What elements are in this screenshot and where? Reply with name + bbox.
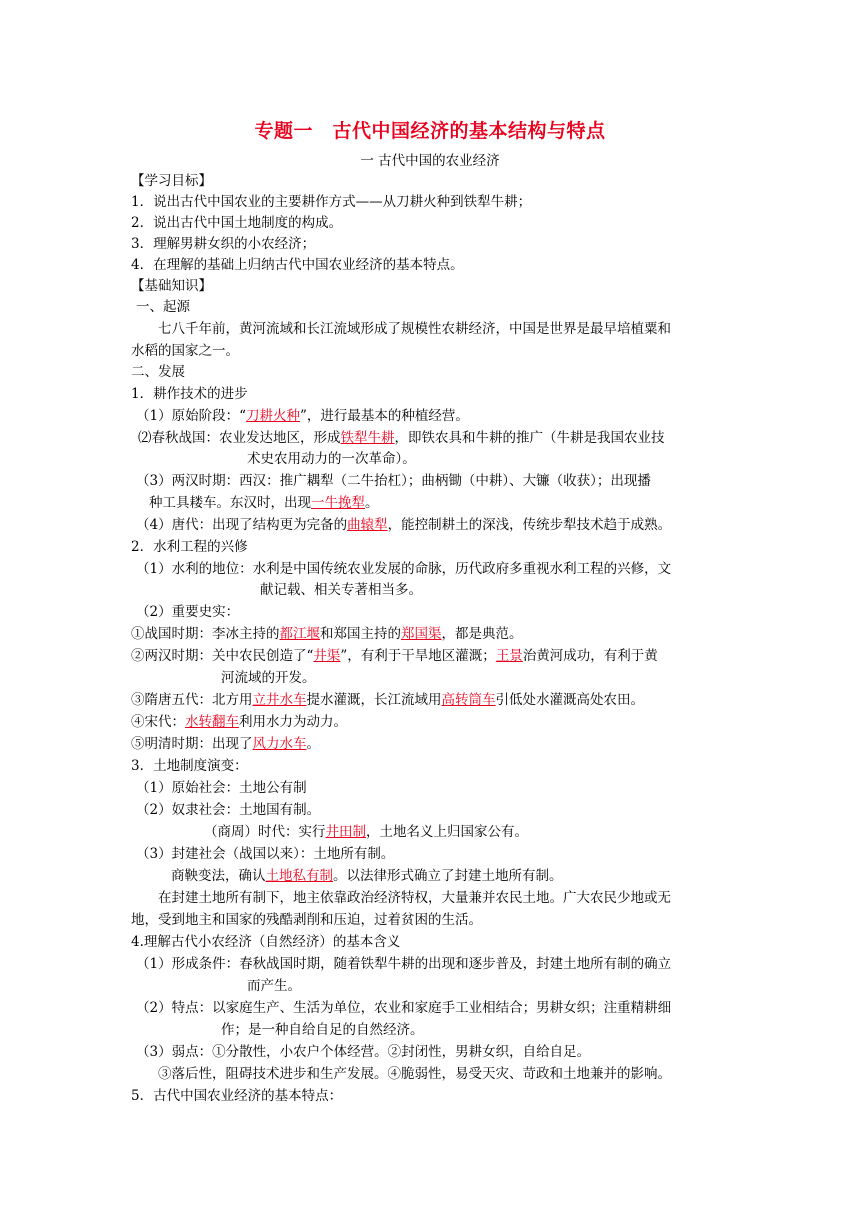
text-segment: （4）唐代：出现了结构更为完备的 bbox=[136, 517, 348, 533]
text-segment: 水稻的国家之一。 bbox=[131, 343, 239, 359]
text-segment: 而产生。 bbox=[247, 978, 301, 994]
text-line bbox=[131, 646, 658, 666]
text-line bbox=[260, 580, 422, 600]
key-term: 郑国渠 bbox=[401, 626, 442, 642]
text-segment: ⑤明清时期：出现了 bbox=[131, 736, 253, 752]
text-segment: ⑵春秋战国：农业发达地区，形成 bbox=[138, 430, 341, 446]
text-line bbox=[136, 1042, 590, 1062]
text-segment: 在封建土地所有制下，地主依靠政治经济特权，大量兼并农民土地。广大农民少地或无 bbox=[158, 890, 671, 906]
text-line bbox=[221, 1020, 424, 1040]
text-line bbox=[131, 932, 400, 952]
text-line bbox=[131, 341, 239, 361]
text-segment: ③隋唐五代：北方用 bbox=[131, 692, 253, 708]
text-line bbox=[204, 822, 528, 842]
text-segment: （1）形成条件：春秋战国时期，随着铁犁牛耕的出现和逐步普及，封建土地所有制的确立 bbox=[136, 956, 672, 972]
text-line bbox=[136, 778, 307, 798]
text-segment: 。 bbox=[306, 736, 320, 752]
text-segment: ②两汉时期：关中农民创造了“ bbox=[131, 648, 314, 664]
text-line bbox=[131, 1086, 342, 1106]
text-segment: （1）原始社会：土地公有制 bbox=[136, 780, 307, 796]
text-segment: （2）奴隶社会：土地国有制。 bbox=[136, 802, 321, 818]
text-segment: 商鞅变法，确认 bbox=[171, 868, 266, 884]
key-term: 王景 bbox=[495, 648, 523, 664]
text-segment: （2）重要史实： bbox=[136, 604, 240, 620]
key-term: 高转筒车 bbox=[441, 692, 496, 708]
text-line bbox=[131, 756, 248, 776]
text-segment: （3）两汉时期：西汉：推广耦犁（二牛抬杠）；曲柄锄（中耕）、大镰（收获）；出现播 bbox=[136, 473, 651, 489]
text-segment: 3．理解男耕女织的小农经济； bbox=[131, 236, 316, 252]
text-line bbox=[131, 384, 248, 404]
text-line bbox=[131, 213, 342, 233]
key-term: 一牛挽犁 bbox=[311, 495, 365, 511]
key-term: 土地私有制 bbox=[265, 868, 333, 884]
text-line bbox=[221, 668, 316, 688]
text-line bbox=[131, 234, 315, 254]
text-segment: 七八千年前，黄河流域和长江流域形成了规模性农耕经济，中国是世界是最早培植粟和 bbox=[158, 321, 671, 337]
text-line bbox=[131, 537, 248, 557]
text-line bbox=[136, 297, 190, 317]
key-term: 都江堰 bbox=[279, 626, 320, 642]
text-line bbox=[136, 515, 671, 535]
text-segment: 引低处水灌溉高处农田。 bbox=[495, 692, 644, 708]
text-segment: ，能控制耕土的深浅，传统步犁技术趋于成熟。 bbox=[387, 517, 672, 533]
text-line bbox=[136, 406, 469, 426]
text-segment: 地，受到地主和国家的残酷剥削和压迫，过着贫困的生活。 bbox=[131, 912, 482, 928]
text-line bbox=[131, 734, 320, 754]
text-line bbox=[131, 171, 212, 191]
text-segment: 2．说出古代中国土地制度的构成。 bbox=[131, 215, 343, 231]
text-line bbox=[136, 998, 671, 1018]
text-segment: 种工具耧车。东汉时，出现 bbox=[149, 495, 311, 511]
text-segment: （3）封建社会（战国以来）：土地所有制。 bbox=[136, 846, 395, 862]
text-segment: 1．耕作技术的进步 bbox=[131, 386, 248, 402]
key-term: 风力水车 bbox=[252, 736, 307, 752]
text-line bbox=[158, 319, 671, 339]
text-segment: 治黄河成功，有利于黄 bbox=[522, 648, 658, 664]
text-segment: 4．在理解的基础上归纳古代中国农业经济的基本特点。 bbox=[131, 257, 464, 273]
text-line bbox=[131, 255, 464, 275]
text-segment: ”，进行最基本的种植经营。 bbox=[300, 408, 469, 424]
text-line bbox=[131, 690, 644, 710]
section-subtitle: 一 古代中国的农业经济 bbox=[360, 153, 500, 169]
text-line bbox=[131, 362, 185, 382]
text-segment: 提水灌溉，长江流域用 bbox=[306, 692, 442, 708]
text-segment: 【基础知识】 bbox=[131, 278, 212, 294]
text-segment: 。以法律形式确立了封建土地所有制。 bbox=[333, 868, 563, 884]
text-line bbox=[136, 800, 320, 820]
text-segment: ④宋代： bbox=[131, 714, 185, 730]
text-segment: 【学习目标】 bbox=[131, 173, 212, 189]
text-line bbox=[136, 954, 671, 974]
text-line bbox=[247, 449, 416, 469]
text-line bbox=[149, 493, 379, 513]
key-term: 铁犁牛耕 bbox=[340, 430, 395, 446]
text-segment: 3．土地制度演变： bbox=[131, 758, 248, 774]
text-segment: 作；是一种自给自足的自然经济。 bbox=[221, 1022, 424, 1038]
text-segment: 。 bbox=[365, 495, 379, 511]
text-segment: ”，有利于干旱地区灌溉； bbox=[340, 648, 496, 664]
text-segment: ①战国时期：李冰主持的 bbox=[131, 626, 280, 642]
text-line bbox=[131, 910, 482, 930]
text-segment: 术史农用动力的一次革命）。 bbox=[247, 451, 416, 467]
text-line bbox=[136, 844, 394, 864]
text-line bbox=[171, 866, 563, 886]
text-line bbox=[138, 428, 665, 448]
text-segment: 5．古代中国农业经济的基本特点： bbox=[131, 1088, 343, 1104]
text-segment: 利用水力为动力。 bbox=[239, 714, 347, 730]
key-term: 井田制 bbox=[325, 824, 366, 840]
text-segment: 和郑国主持的 bbox=[320, 626, 401, 642]
text-segment: 一、起源 bbox=[136, 299, 190, 315]
text-line bbox=[131, 624, 523, 644]
text-segment: 1．说出古代中国农业的主要耕作方式——从刀耕火种到铁犁牛耕； bbox=[131, 194, 532, 210]
text-segment: （2）特点：以家庭生产、生活为单位，农业和家庭手工业相结合；男耕女织；注重精耕细 bbox=[136, 1000, 672, 1016]
text-line bbox=[131, 276, 212, 296]
key-term: 曲辕犁 bbox=[347, 517, 388, 533]
text-line bbox=[131, 192, 531, 212]
text-segment: （商周）时代：实行 bbox=[204, 824, 326, 840]
text-segment: ，都是典范。 bbox=[441, 626, 523, 642]
text-segment: 4.理解古代小农经济（自然经济）的基本含义 bbox=[131, 934, 401, 950]
key-term: 立井水车 bbox=[252, 692, 307, 708]
text-segment: ，土地名义上归国家公有。 bbox=[366, 824, 528, 840]
text-segment: （3）弱点：①分散性，小农户个体经营。②封闭性，男耕女织，自给自足。 bbox=[136, 1044, 591, 1060]
text-segment: （1）原始阶段：“ bbox=[136, 408, 246, 424]
text-segment: （1）水利的地位：水利是中国传统农业发展的命脉，历代政府多重视水利工程的兴修，文 bbox=[136, 561, 672, 577]
text-segment: 献记载、相关专著相当多。 bbox=[260, 582, 422, 598]
text-line bbox=[136, 471, 651, 491]
key-term: 井渠 bbox=[313, 648, 341, 664]
key-term: 水转翻车 bbox=[185, 714, 239, 730]
text-segment: 2．水利工程的兴修 bbox=[131, 539, 248, 555]
text-line bbox=[136, 602, 239, 622]
text-segment: 河流域的开发。 bbox=[221, 670, 316, 686]
text-line bbox=[158, 1064, 671, 1084]
text-line bbox=[247, 976, 301, 996]
text-segment: 二、发展 bbox=[131, 364, 185, 380]
text-segment: ③落后性，阻碍技术进步和生产发展。④脆弱性，易受天灾、苛政和土地兼并的影响。 bbox=[158, 1066, 671, 1082]
page-title: 专题一 古代中国经济的基本结构与特点 bbox=[254, 120, 606, 142]
text-line bbox=[136, 559, 671, 579]
key-term: 刀耕火种 bbox=[246, 408, 300, 424]
text-line bbox=[158, 888, 671, 908]
text-segment: ，即铁农具和牛耕的推广（牛耕是我国农业技 bbox=[394, 430, 665, 446]
text-line bbox=[131, 712, 347, 732]
